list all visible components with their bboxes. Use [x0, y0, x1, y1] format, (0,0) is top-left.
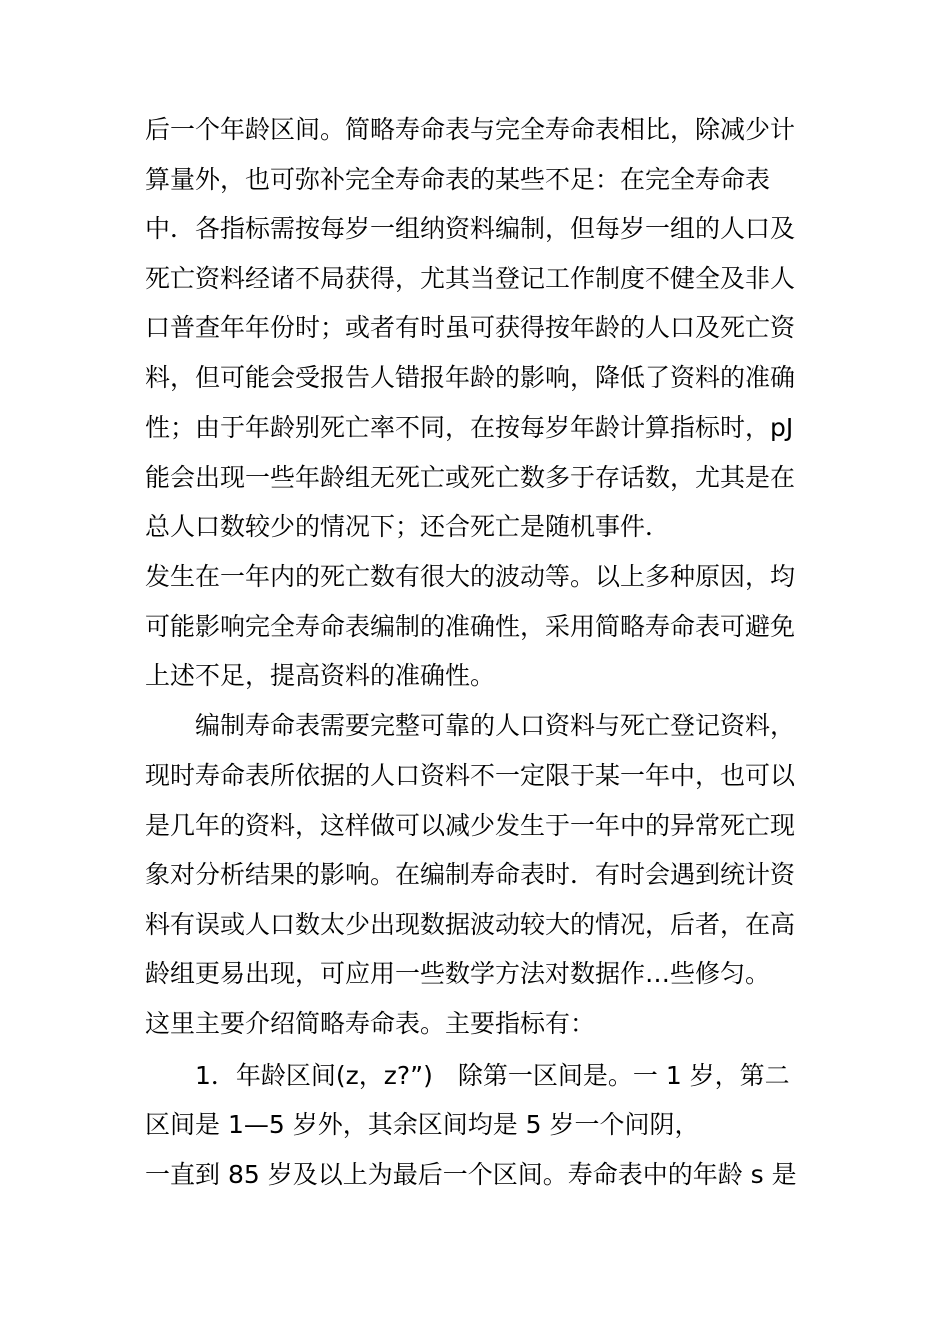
text-line: 现时寿命表所依据的人口资料不一定限于某一年中，也可以: [145, 761, 796, 790]
text-line: 象对分析结果的影响。在编制寿命表时．有时会遇到统计资: [145, 860, 796, 889]
text-line: 区间是 1—5 岁外，其余区间均是 5 岁一个问阴，: [145, 1110, 700, 1139]
text-line: 发生在一年内的死亡数有很大的波动等。以上多种原因，均: [145, 562, 796, 591]
text-line: 总人口数较少的情况下；还合死亡是随机事件．: [145, 512, 671, 541]
text-line: 上述不足，提高资料的准确性。: [145, 661, 496, 690]
text-line: 口普查年年份时；或者有时虽可获得按年龄的人口及死亡资: [145, 313, 796, 342]
text-line: 算量外，也可弥补完全寿命表的某些不足：在完全寿命表: [145, 165, 771, 194]
text-line: 后一个年龄区间。简略寿命表与完全寿命表相比，除减少计: [145, 115, 796, 144]
text-line: 可能影响完全寿命表编制的准确性，采用简略寿命表可避免: [145, 612, 796, 641]
text-line: 能会出现一些年龄组无死亡或死亡数多于存话数，尤其是在: [145, 463, 796, 492]
text-line: 死亡资料经诸不局获得，尤其当登记工作制度不健全及非人: [145, 264, 796, 293]
text-line: 一直到 85 岁及以上为最后一个区间。寿命表中的年龄 s 是: [145, 1160, 797, 1189]
text-line: 性；由于年龄别死亡率不同，在按每岁年龄计算指标时，pJ: [145, 413, 794, 442]
text-line: 龄组更易出现，可应用一些数学方法对数据作…些修匀。: [145, 959, 771, 988]
text-line: 料有误或人口数太少出现数据波动较大的情况，后者，在高: [145, 910, 796, 939]
text-line: 中．各指标需按每岁一组纳资料编制，但每岁一组的人口及: [145, 214, 796, 243]
text-line: 料，但可能会受报告人错报年龄的影响，降低了资料的准确: [145, 363, 796, 392]
text-line: 1．年龄区间(z，z?”) 除第一区间是。一 1 岁，第二: [195, 1061, 790, 1090]
text-line: 是几年的资料，这样做可以减少发生于一年中的异常死亡现: [145, 811, 796, 840]
text-line: 这里主要介绍简略寿命表。主要指标有：: [145, 1009, 596, 1038]
text-line: 编制寿命表需要完整可靠的人口资料与死亡登记资料，: [195, 711, 796, 740]
